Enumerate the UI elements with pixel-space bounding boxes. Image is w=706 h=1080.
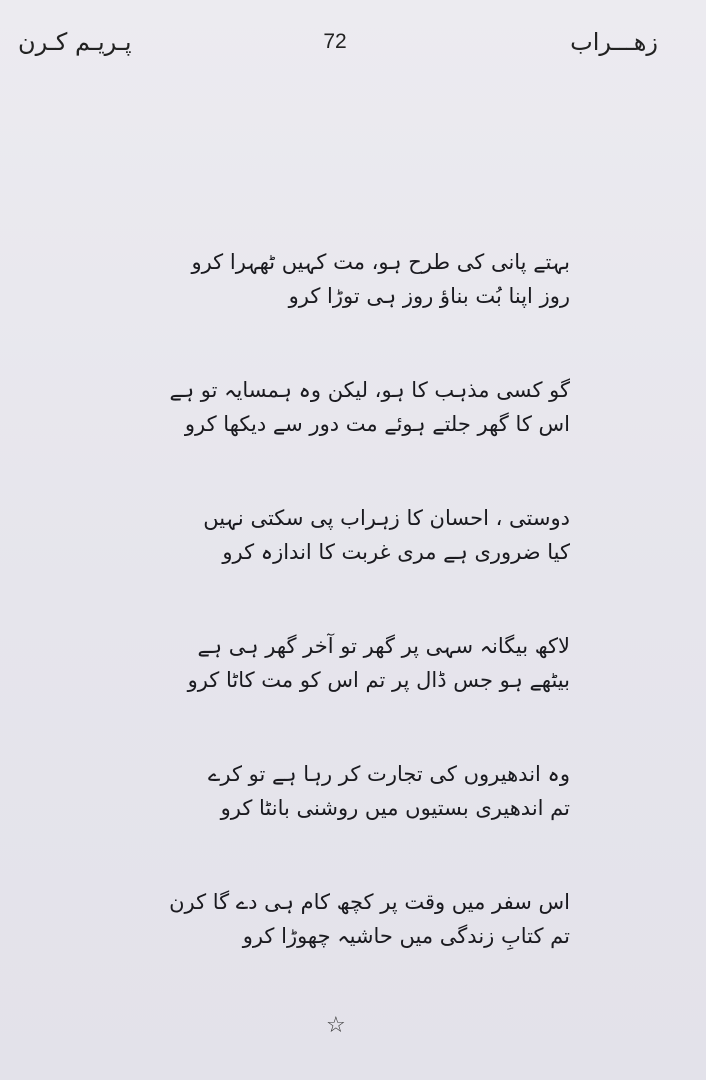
verse-line: گو کسی مذہب کا ہو، لیکن وہ ہمسایہ تو ہے bbox=[169, 378, 570, 402]
star-ornament-icon: ☆ bbox=[326, 1013, 346, 1038]
verse-line: کیا ضروری ہے مری غربت کا اندازہ کرو bbox=[222, 540, 570, 564]
verse-line: لاکھ بیگانہ سہی پر گھر تو آخر گھر ہی ہے bbox=[197, 634, 570, 658]
couplet-1 bbox=[150, 245, 570, 313]
couplet-3 bbox=[150, 501, 570, 569]
verse-line: بیٹھے ہو جس ڈال پر تم اس کو مت کاٹا کرو bbox=[187, 668, 570, 692]
ghazal bbox=[150, 245, 570, 1013]
verse-line: اس کا گھر جلتے ہوئے مت دور سے دیکھا کرو bbox=[184, 412, 570, 436]
couplet-2 bbox=[150, 373, 570, 441]
verse-line: دوستی ، احسان کا زہراب پی سکتی نہیں bbox=[203, 506, 570, 530]
verse-line: روز اپنا بُت بناؤ روز ہی توڑا کرو bbox=[288, 284, 570, 308]
couplet-6 bbox=[150, 885, 570, 953]
couplet-5 bbox=[150, 757, 570, 825]
verse-line: تم کتابِ زندگی میں حاشیہ چھوڑا کرو bbox=[242, 924, 570, 948]
verse-line: تم اندھیری بستیوں میں روشنی بانٹا کرو bbox=[220, 796, 570, 820]
running-author: پـریـم کـرن bbox=[18, 28, 132, 56]
page-number: 72 bbox=[323, 30, 347, 53]
running-title: زهـــراب bbox=[570, 28, 658, 56]
verse-line: بہتے پانی کی طرح ہو، مت کہیں ٹھہرا کرو bbox=[191, 250, 570, 274]
verse-line: وہ اندھیروں کی تجارت کر رہا ہے تو کرے bbox=[208, 762, 570, 786]
verse-line: اس سفر میں وقت پر کچھ کام ہی دے گا کرن bbox=[169, 890, 570, 914]
couplet-4 bbox=[150, 629, 570, 697]
